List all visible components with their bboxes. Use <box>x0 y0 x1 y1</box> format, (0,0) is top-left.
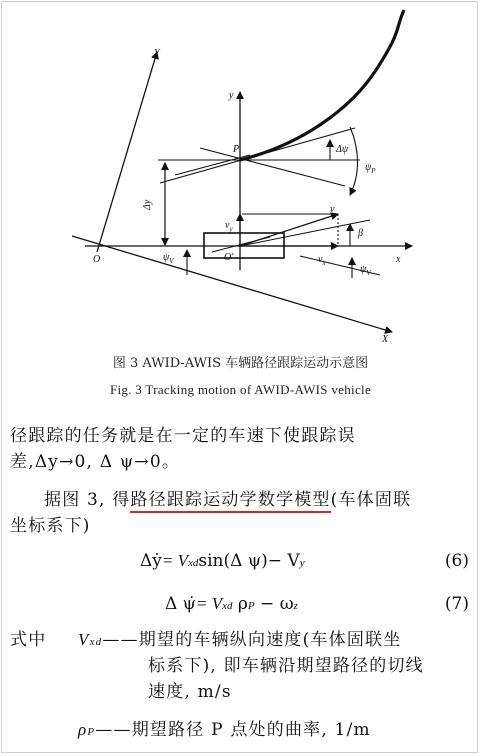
label-v: v <box>330 204 335 215</box>
tracking-motion-figure <box>0 0 481 345</box>
equation-7-number: (7) <box>444 594 469 614</box>
label-x: x <box>396 254 401 265</box>
label-delta-y: Δy <box>142 199 153 210</box>
paragraph-1-line-1: 径跟踪的任务就是在一定的车速下使跟踪误 <box>10 426 356 446</box>
paragraph-1-line-2: 差,Δy→0, Δ ψ→0。 <box>10 452 181 472</box>
global-y-axis <box>97 52 157 252</box>
definition-vxd-line-1: Vxd——期望的车辆纵向速度(车体固联坐 <box>78 630 402 650</box>
label-beta: β <box>358 228 363 239</box>
definition-rho: ρP——期望路径 P 点处的曲率, 1/m <box>78 720 371 740</box>
label-psi-v-right: $\psi_V$ <box>360 264 371 277</box>
equation-7: Δ ψ̇= Vxd ρP − ωz <box>165 594 298 614</box>
vehicle-diagonal <box>212 237 270 252</box>
secondary-line-p <box>175 155 250 175</box>
label-P: P <box>233 144 240 155</box>
label-psi-v-left: $\psi_V$ <box>163 252 174 265</box>
equation-6-number: (6) <box>444 551 469 571</box>
definition-vxd-line-3: 速度, m/s <box>148 682 232 702</box>
label-vy: $v_y$ <box>225 220 233 233</box>
label-O: O <box>93 254 101 265</box>
figure-caption-cn: 图 3 AWID-AWIS 车辆路径跟踪运动示意图 <box>112 356 369 371</box>
definition-prefix: 式中 <box>10 630 47 650</box>
heading-line-p <box>200 148 345 186</box>
label-vx: $v_x$ <box>318 254 326 267</box>
path-tangent-line <box>160 128 355 183</box>
paragraph-2-line-2: 坐标系下) <box>10 516 91 536</box>
global-x-axis <box>72 236 392 332</box>
figure-caption-en: Fig. 3 Tracking motion of AWID-AWIS vehicle <box>109 382 372 397</box>
label-psi-p: $\psi_P$ <box>365 162 376 175</box>
label-O-prime: O' <box>224 252 234 263</box>
paragraph-2-line-1: 据图 3, 得路径跟踪运动学数学模型(车体固联 <box>44 487 411 513</box>
label-y: y <box>229 90 234 101</box>
underlined-phrase: 路径跟踪运动学数学模型 <box>130 490 330 513</box>
equation-6: Δẏ= Vxdsin(Δ ψ)− Vy <box>140 551 305 571</box>
label-delta-psi: Δψ <box>336 144 349 155</box>
label-X: X <box>382 334 389 345</box>
label-Y: Y <box>154 48 160 59</box>
definition-vxd-line-2: 标系下), 即车辆沿期望路径的切线 <box>148 656 424 676</box>
psi-p-arc <box>350 127 358 195</box>
